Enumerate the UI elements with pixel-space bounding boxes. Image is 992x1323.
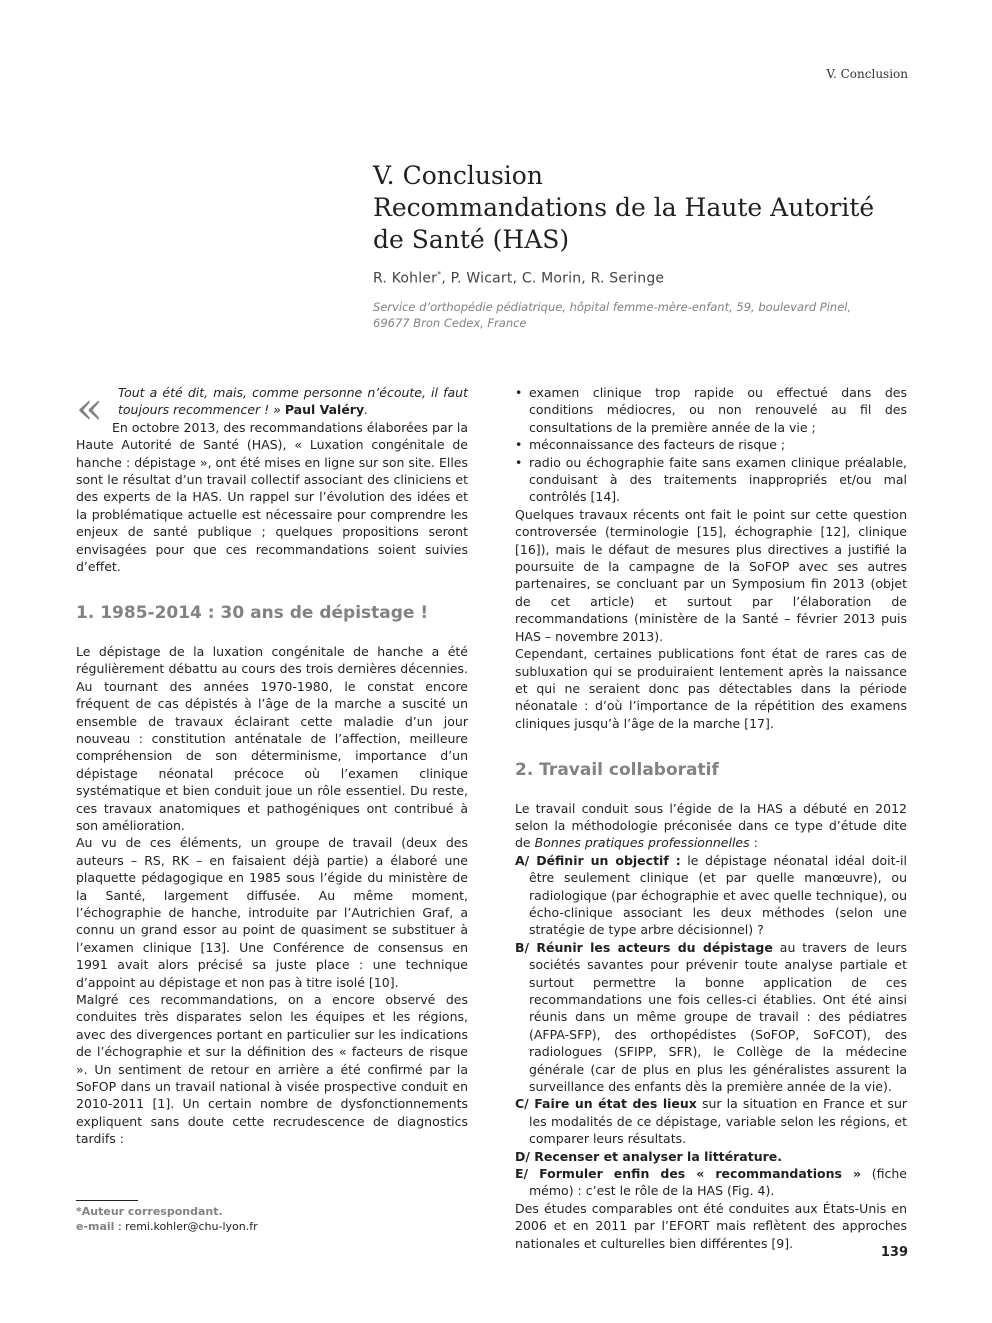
section-2-closing: Des études comparables ont été conduites aux États-Unis en 2006 et en 2011 par l’EFORT mais reflètent des approches nationales et culturelles bien différentes [9]. <box>515 1200 907 1251</box>
section-2-intro <box>515 800 907 852</box>
intro-colon: : <box>749 835 758 851</box>
section-1-paragraph-4: Quelques travaux récents ont fait le point sur cette question controversée (terminologie [15], échographie [12], clinique [16]), mais le défaut de mesures plus directives a justifié la poursuite de la campagne de la SoFOP avec ses autres partenaires, se concluant par un Symposium fin 2013 (objet de cet article) et surtout par l’élaboration de recommandations (ministère de la Santé – février 2013 puis HAS – novembre 2013). <box>515 506 907 644</box>
running-head: V. Conclusion <box>826 67 908 81</box>
article-title <box>373 160 913 256</box>
footnote <box>76 1200 258 1234</box>
section-1-paragraph-1: Le dépistage de la luxation congénitale de hanche a été régulièrement débattu au cours des trois dernières décennies. Au tournant des années 1970-1980, le constat encore fréquent de cas dépistés à l’âge de la marche a suscité un ensemble de travaux éclairant cette maladie d’un jour nouveau : constitution anténatale de l’affection, meilleure compréhension de son déterminisme, importance d’un dépistage néonatal précoce où l’examen clinique systématique et bien conduit joue un rôle essentiel. Du reste, ces travaux anatomiques et pathogéniques ont contribué à son amélioration. <box>76 643 468 833</box>
list-item: • radio ou échographie faite sans examen clinique préalable, conduisant à des traitements inappropriés et/ou mal contrôlés [14]. <box>515 454 907 506</box>
affiliation-line-1: Service d’orthopédie pédiatrique, hôpital femme-mère-enfant, 59, boulevard Pinel, <box>373 299 852 314</box>
section-1-paragraph-5: Cependant, certaines publications font état de rares cas de subluxation qui se produiraient lentement après la naissance et qui ne seraient donc pas détectables dans la période néonatale : d’où l’importance de la répétition des examens cliniques jusqu’à l’âge de la marche [17]. <box>515 646 907 731</box>
intro-text: Le travail conduit sous l’égide de la HAS a débuté en 2012 selon la méthodologie préconisée dans ce type d’étude dite de <box>515 800 907 851</box>
affiliation <box>373 299 913 331</box>
email-line <box>76 1219 258 1234</box>
email-address[interactable]: : remi.kohler@chu-lyon.fr <box>114 1220 258 1233</box>
title-block <box>373 160 913 331</box>
corresponding-author-note: *Auteur correspondant. <box>76 1205 223 1218</box>
epigraph: « Tout a été dit, mais, comme personne n’écoute, il faut toujours recommencer ! » Paul Valéry. <box>76 383 468 434</box>
list-item: • méconnaissance des facteurs de risque ; <box>515 436 907 453</box>
authors <box>373 270 913 287</box>
list-item <box>515 1165 907 1200</box>
section-1-paragraph-2: Au vu de ces éléments, un groupe de travail (deux des auteurs – RS, RK – en faisaient déjà partie) a élaboré une plaquette pédagogique en 1985 sous l’égide du ministère de la Santé, largement diffusée. Au même moment, l’échographie de hanche, introduite par l’Autrichien Graf, a connu un grand essor au point de quasiment se substituer à l’examen clinique [13]. Une Conférence de consensus en 1991 avait alors précisé sa juste place : une technique d’appoint au dépistage et non pas à titre isolé [10]. <box>76 835 468 990</box>
step-label: D/ Recenser et analyser la littérature. <box>515 1148 782 1164</box>
title-line-2: Recommandations de la Haute Autorité <box>373 193 875 222</box>
step-label: C/ Faire un état des lieux <box>515 1096 697 1112</box>
step-text: au travers de leurs sociétés savantes pour prévenir toute analyse partiale et surtout permettre la bonne application de ces recommandations une fois celles-ci établies. Ont été ainsi réunis dans un même groupe de travail : des pédiatres (AFPA-SFP), des orthopédistes (SoFOP, SoFCOT), des radiologues (SFIPP, SFR), le Collège de la médecine générale (car de plus en plus les généralistes assurent la surveillance des enfants dès la première année de la vie). <box>529 939 907 1095</box>
title-line-3: de Santé (HAS) <box>373 225 570 254</box>
intro-paragraph: En octobre 2013, des recommandations élaborées par la Haute Autorité de Santé (HAS), « Luxation congénitale de hanche : dépistage », ont été mises en ligne sur son site. Elles sont le résultat d’un travail collectif associant des cliniciens et des experts de la HAS. Un rappel sur l’évolution des idées et la problématique actuelle est nécessaire pour comprendre les enjeux de santé publique ; quelques propositions seront envisagées pour que ces recommandations soient suivies d’effet. <box>76 419 468 575</box>
intro-italic: Bonnes pratiques professionnelles <box>534 835 750 851</box>
page-number: 139 <box>880 1245 908 1260</box>
list-item: • examen clinique trop rapide ou effectué dans des conditions médiocres, ou non renouvelé au fil des consultations de la première année de la vie ; <box>515 384 907 436</box>
step-label: E/ Formuler enfin des « recommandations » <box>515 1166 862 1182</box>
email-label: e-mail <box>76 1220 115 1233</box>
co-authors: , P. Wicart, C. Morin, R. Seringe <box>441 270 665 287</box>
left-column <box>76 384 468 1148</box>
affiliation-line-2: 69677 Bron Cedex, France <box>373 315 527 330</box>
corresponding-asterisk: * <box>437 270 442 279</box>
section-1-paragraph-3: Malgré ces recommandations, on a encore observé des conduites très disparates selon les équipes et les régions, avec des divergences portant en particulier sur les indications de l’échographie et sur la définition des « facteurs de risque ». Un sentiment de retour en arrière a été confirmé par la SoFOP dans un travail national à visée prospective conduit en 2010-2011 [1]. Un certain nombre de dysfonctionnements expliquent sans doute cette recrudescence de diagnostics tardifs : <box>76 992 468 1147</box>
title-line-1: V. Conclusion <box>373 161 543 190</box>
list-item <box>515 939 907 1096</box>
step-text: (fiche mémo) : c’est le rôle de la HAS (Fig. 4). <box>529 1166 908 1199</box>
step-text: le dépistage néonatal idéal doit-il être seulement clinique (et par quelle manœuvre), ou radiologique (par échographie et avec quelle technique), ou écho-clinique associant les deux méthodes (selon une stratégie de type arbre décisionnel) ? <box>529 852 907 938</box>
epigraph-text: Tout a été dit, mais, comme personne n’écoute, il faut toujours recommencer ! » <box>118 385 468 418</box>
list-item <box>515 1148 907 1165</box>
first-author: R. Kohler <box>373 270 438 287</box>
epigraph-author: Paul Valéry <box>284 402 365 418</box>
right-column <box>515 384 907 1252</box>
section-1-heading: 1. 1985-2014 : 30 ans de dépistage ! <box>76 603 429 624</box>
step-label: A/ Définir un objectif : <box>515 852 681 868</box>
step-text: sur la situation en France et sur les modalités de ce dépistage, variable selon les régions, et comparer leurs résultats. <box>529 1096 908 1147</box>
quote-mark: « <box>76 383 103 434</box>
list-item <box>515 1095 907 1147</box>
dysfunction-list <box>515 384 907 506</box>
section-2-heading: 2. Travail collaboratif <box>515 760 719 781</box>
list-item <box>515 852 907 939</box>
footnote-divider <box>76 1200 138 1201</box>
step-label: B/ Réunir les acteurs du dépistage <box>515 939 773 955</box>
methodology-steps <box>515 852 907 1200</box>
